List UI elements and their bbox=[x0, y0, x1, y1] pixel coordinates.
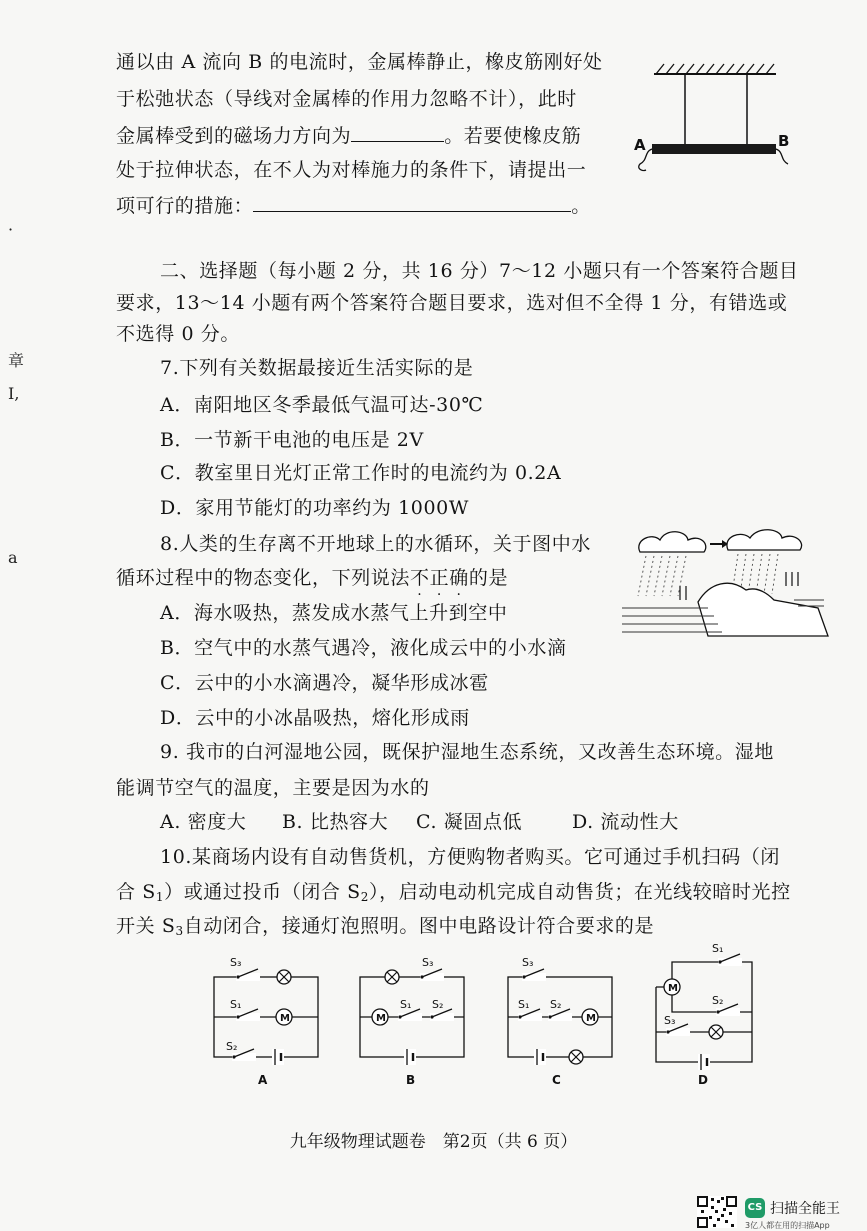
metal-rod-figure bbox=[630, 60, 800, 190]
circuit-b-s1-label: S₁ bbox=[400, 998, 412, 1011]
water-cycle-figure bbox=[618, 524, 830, 644]
answer-blank-direction[interactable] bbox=[351, 123, 444, 142]
circuit-d-motor-label: M bbox=[668, 983, 678, 994]
margin-dot: · bbox=[8, 220, 14, 239]
q8-emphasis-2: 正 bbox=[429, 567, 450, 589]
q6-line-5-tail: 。 bbox=[571, 195, 591, 217]
q8-option-d[interactable]: D．云中的小冰晶吸热，熔化形成雨 bbox=[160, 707, 470, 729]
q9-option-b[interactable]: B. 比热容大 bbox=[282, 811, 389, 833]
q6-line-5-text: 项可行的措施： bbox=[116, 195, 254, 217]
q8-option-a[interactable]: A．海水吸热，蒸发成水蒸气上升到空中 bbox=[160, 602, 508, 624]
qr-code-icon bbox=[697, 1196, 737, 1228]
q7-stem: 7.下列有关数据最接近生活实际的是 bbox=[160, 357, 474, 379]
q10-s3-prefix: 开关 S bbox=[116, 915, 176, 937]
q8-option-c[interactable]: C．云中的小水滴遇冷，凝华形成冰雹 bbox=[160, 672, 489, 694]
circuit-b[interactable] bbox=[360, 956, 464, 1087]
margin-mark-3: a bbox=[8, 548, 18, 567]
q10-s2-prefix: ）或通过投币（闭合 S bbox=[164, 881, 361, 903]
q6-line-3-text: 金属棒受到的磁场力方向为 bbox=[116, 125, 352, 147]
circuit-options-figure bbox=[200, 942, 760, 1092]
scanner-logo-icon: CS bbox=[745, 1198, 765, 1218]
q10-line-3 bbox=[116, 914, 654, 943]
q10-line-3-tail: 自动闭合，接通灯泡照明。图中电路设计符合要求的是 bbox=[183, 915, 655, 937]
circuit-c-motor-label: M bbox=[586, 1013, 596, 1024]
q9-option-a[interactable]: A. 密度大 bbox=[160, 811, 247, 833]
q10-s2-subscript: 2 bbox=[360, 890, 370, 904]
q6-line-5 bbox=[116, 193, 591, 218]
scanner-app-name: 扫描全能王 bbox=[770, 1201, 840, 1217]
circuit-a-s1-label: S₁ bbox=[230, 998, 242, 1011]
circuit-d-s3-label: S₃ bbox=[664, 1014, 676, 1027]
circuit-c[interactable] bbox=[508, 956, 612, 1087]
margin-mark-1: 章 bbox=[8, 351, 25, 370]
q8-line-1: 8.人类的生存离不开地球上的水循环，关于图中水 bbox=[160, 533, 591, 555]
scanner-app-tagline: 3亿人都在用的扫描App bbox=[745, 1221, 830, 1230]
margin-mark-2: Ⅰ, bbox=[8, 384, 20, 403]
q6-line-4: 处于拉伸状态，在不人为对棒施力的条件下，请提出一 bbox=[116, 159, 587, 181]
q8-line-2-text: 循环过程中的物态变化，下列说法 bbox=[116, 567, 411, 589]
q7-option-c[interactable]: C．教室里日光灯正常工作时的电流约为 0.2A bbox=[160, 462, 562, 484]
q6-line-1: 通以由 A 流向 B 的电流时，金属棒静止，橡皮筋刚好处 bbox=[116, 51, 603, 73]
q8-emphasis-1: 不 bbox=[410, 567, 430, 589]
q6-line-3-tail: 。若要使橡皮筋 bbox=[444, 125, 582, 147]
circuit-a[interactable] bbox=[214, 956, 318, 1087]
q10-line-2 bbox=[116, 880, 791, 909]
section-2-line-2: 要求，13～14 小题有两个答案符合题目要求，选对但不全得 1 分，有错选或 bbox=[116, 292, 788, 314]
rod-end-b-label: B bbox=[778, 132, 790, 150]
rod-end-a-label: A bbox=[634, 136, 646, 154]
answer-blank-measure[interactable] bbox=[253, 193, 571, 212]
circuit-b-s2-label: S₂ bbox=[432, 998, 444, 1011]
q10-line-2-tail: ），启动电动机完成自动售货；在光线较暗时光控 bbox=[369, 881, 791, 903]
q6-line-2: 于松弛状态（导线对金属棒的作用力忽略不计），此时 bbox=[116, 88, 577, 110]
section-2-line-3: 不选得 0 分。 bbox=[116, 323, 240, 345]
q7-option-b[interactable]: B．一节新干电池的电压是 2V bbox=[160, 429, 424, 451]
q9-line-2: 能调节空气的温度，主要是因为水的 bbox=[116, 777, 430, 799]
circuit-c-s1-label: S₁ bbox=[518, 998, 530, 1011]
q10-s1-subscript: 1 bbox=[155, 890, 165, 904]
q9-option-c[interactable]: C. 凝固点低 bbox=[416, 811, 523, 833]
circuit-b-label: B bbox=[406, 1073, 416, 1087]
q8-line-2 bbox=[116, 566, 508, 590]
q9-option-d[interactable]: D. 流动性大 bbox=[572, 811, 679, 833]
section-2-line-1: 二、选择题（每小题 2 分，共 16 分）7～12 小题只有一个答案符合题目 bbox=[160, 260, 799, 282]
circuit-a-s2-label: S₂ bbox=[226, 1040, 238, 1053]
q8-option-b[interactable]: B．空气中的水蒸气遇冷，液化成云中的小水滴 bbox=[160, 637, 567, 659]
circuit-d-s1-label: S₁ bbox=[712, 942, 724, 955]
q7-option-d[interactable]: D．家用节能灯的功率约为 1000W bbox=[160, 497, 469, 519]
circuit-a-s3-label: S₃ bbox=[230, 956, 242, 969]
circuit-b-s3-label: S₃ bbox=[422, 956, 434, 969]
circuit-a-motor-label: M bbox=[280, 1013, 290, 1024]
circuit-c-s2-label: S₂ bbox=[550, 998, 562, 1011]
circuit-a-label: A bbox=[258, 1073, 268, 1087]
q9-line-1: 9. 我市的白河湿地公园，既保护湿地生态系统，又改善生态环境。湿地 bbox=[160, 741, 774, 763]
circuit-d-s2-label: S₂ bbox=[712, 994, 724, 1007]
page-footer: 九年级物理试题卷 第2页（共 6 页） bbox=[289, 1132, 578, 1152]
circuit-b-motor-label: M bbox=[376, 1013, 386, 1024]
circuit-d-label: D bbox=[698, 1073, 708, 1087]
circuit-d[interactable] bbox=[656, 942, 752, 1087]
q6-line-3 bbox=[116, 123, 581, 148]
circuit-c-s3-label: S₃ bbox=[522, 956, 534, 969]
q10-s1-prefix: 合 S bbox=[116, 881, 156, 903]
q7-option-a[interactable]: A．南阳地区冬季最低气温可达-30℃ bbox=[160, 394, 484, 416]
q10-line-1: 10.某商场内设有自动售货机，方便购物者购买。它可通过手机扫码（闭 bbox=[160, 846, 781, 868]
circuit-c-label: C bbox=[552, 1073, 561, 1087]
q8-line-2-tail: 的是 bbox=[468, 567, 509, 589]
q10-s3-subscript: 3 bbox=[175, 924, 184, 938]
q8-emphasis-3: 确 bbox=[449, 567, 469, 589]
